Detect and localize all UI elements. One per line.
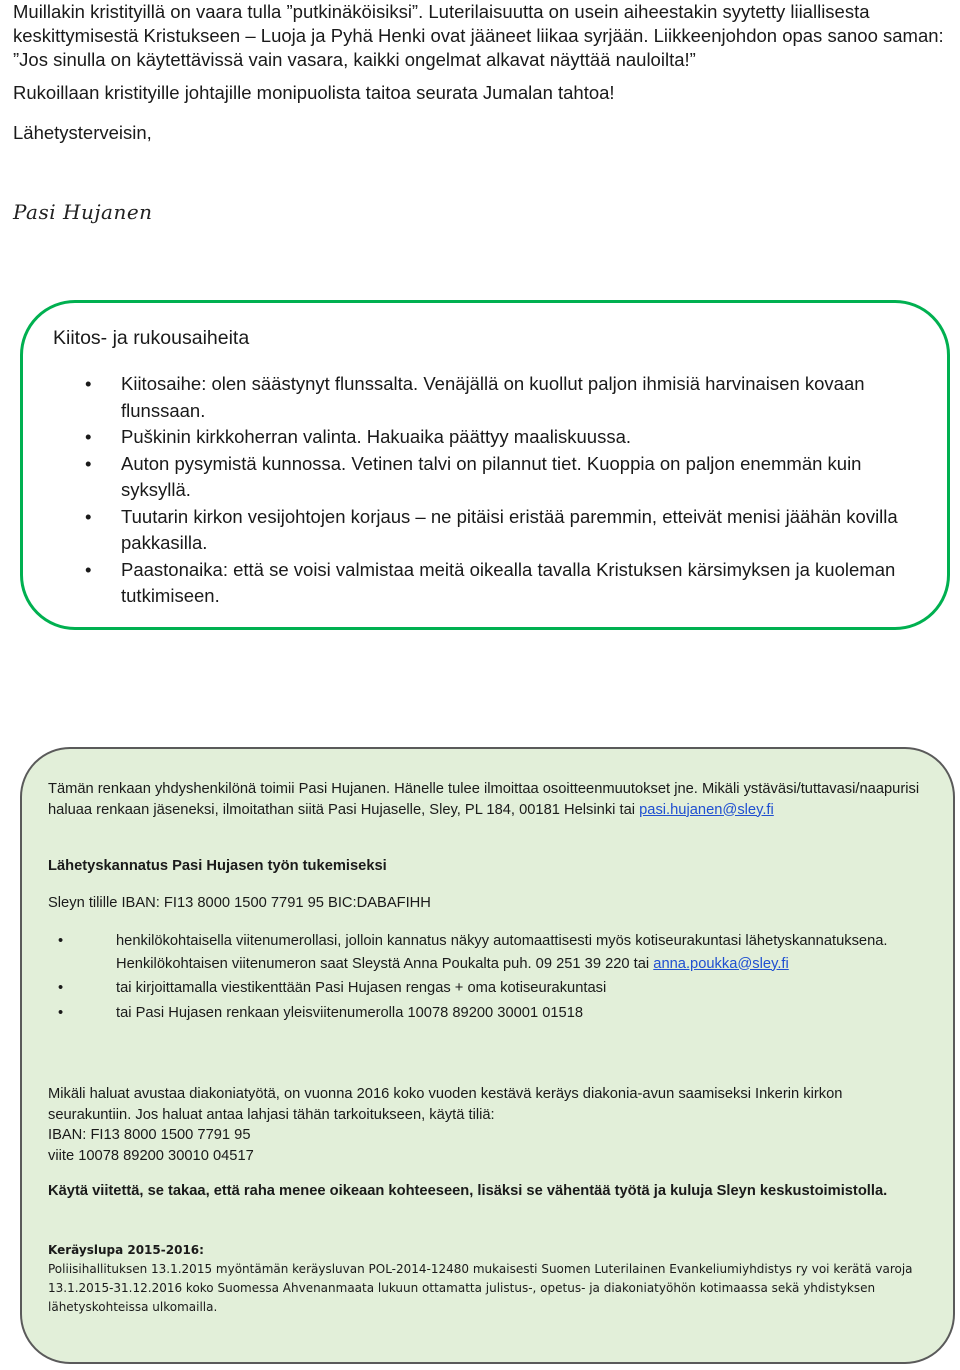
- prayer-item-text: Kiitosaihe: olen säästynyt flunssalta. Venäjällä on kuollut paljon ihmisiä harvinaisen kovaan flunssaan.: [121, 373, 865, 421]
- support-heading-text: Lähetyskannatus Pasi Hujasen työn tukemiseksi: [48, 858, 387, 874]
- bullet-icon: •: [85, 426, 92, 447]
- diakonia-iban: IBAN: FI13 8000 1500 7791 95: [48, 1127, 251, 1143]
- prayer-list: [79, 371, 899, 610]
- diakonia-reference: viite 10078 89200 30010 04517: [48, 1147, 254, 1164]
- permit-block: [48, 1241, 928, 1317]
- bullet-icon: •: [85, 452, 92, 474]
- intro-text: [13, 0, 953, 145]
- prayer-item-text: Auton pysymistä kunnossa. Vetinen talvi on pilannut tiet. Kuoppia on paljon enemmän kuin syksyllä.: [121, 452, 862, 500]
- greeting: Lähetysterveisin,: [13, 122, 152, 143]
- contact-paragraph: [48, 779, 928, 820]
- prayer-title: Kiitos- ja rukousaiheita: [53, 327, 250, 349]
- anna-email-link[interactable]: anna.poukka@sley.fi: [653, 955, 789, 972]
- list-item: [79, 424, 899, 451]
- support-item-text: tai kirjoittamalla viestikenttään Pasi Hujasen rengas + oma kotiseurakuntasi: [116, 980, 607, 996]
- list-item: [79, 557, 899, 610]
- bullet-icon: •: [85, 505, 92, 527]
- support-options: [48, 930, 928, 1026]
- diakonia-text: Mikäli haluat avustaa diakoniatyötä, on vuonna 2016 koko vuoden kestävä keräys diakonia-avun saamiseksi Inkerin kirkon seurakuntiin. Jos haluat antaa lahjasi tähän tarkoitukseen, käytä tiliä:: [48, 1086, 843, 1123]
- info-box: [20, 747, 955, 1364]
- list-item: [48, 977, 928, 1000]
- bullet-icon: •: [85, 558, 92, 580]
- iban-line: [48, 893, 928, 914]
- bullet-icon: •: [85, 373, 92, 394]
- bullet-icon: •: [58, 933, 64, 949]
- prayer-item-text: Puškinin kirkkoherran valinta. Hakuaika päättyy maaliskuussa.: [121, 426, 632, 447]
- prayer-item-text: Paastonaika: että se voisi valmistaa meitä oikealla tavalla Kristuksen kärsimyksen ja kuoleman tutkimiseen.: [121, 558, 896, 606]
- signature: Pasi Hujanen: [13, 200, 153, 224]
- contact-block: [48, 779, 928, 820]
- support-item-text: tai Pasi Hujasen renkaan yleisviitenumerolla 10078 89200 30001 01518: [116, 1004, 584, 1021]
- permit-heading: Keräyslupa 2015-2016:: [48, 1243, 204, 1257]
- contact-text: Tämän renkaan yhdyshenkilönä toimii Pasi Hujanen. Hänelle tulee ilmoittaa osoitteenmuutokset jne. Mikäli ystäväsi/tuttavasi/naapurisi haluaa renkaan jäseneksi, ilmoitathan siitä Pasi Hujaselle, Sley, PL 184, 00181 Helsinki tai: [48, 781, 920, 818]
- bullet-icon: •: [58, 980, 64, 996]
- list-item: [79, 504, 899, 557]
- prayer-box: [20, 300, 950, 630]
- intro-paragraph-1: Muillakin kristityillä on vaara tulla ”putkinäköisiksi”. Luterilaisuutta on usein aiheestakin syytetty liiallisesta keskittymisestä Kristukseen – Luoja ja Pyhä Henki ovat jääneet liikaa syrjään. Liikkeenjohdon opas sanoo saman: ”Jos sinulla on käytettävissä vain vasara, kaikki ongelmat alkavat näyttää nauloilta!”: [13, 1, 944, 70]
- support-item-text: henkilökohtaisella viitenumerollasi, jolloin kannatus näkyy automaattisesti myös kotiseurakuntasi lähetyskannatuksena. Henkilökohtaisen viitenumeron saat Sleystä Anna Poukalta puh. 09 251 39 220 tai: [116, 933, 888, 972]
- support-list: [48, 930, 928, 1024]
- list-item: [48, 1002, 928, 1025]
- intro-paragraph-2: Rukoillaan kristityille johtajille monipuolista taitoa seurata Jumalan tahtoa!: [13, 82, 615, 103]
- diakonia-block: [48, 1084, 928, 1166]
- list-item: [79, 451, 899, 504]
- permit-text: Poliisihallituksen 13.1.2015 myöntämän keräysluvan POL-2014-12480 mukaisesti Suomen Luterilainen Evankeliumiyhdistys ry voi kerätä varoja 13.1.2015-31.12.2016 koko Suomessa Ahvenanmaata lukuun ottamatta julistus-, opetus- ja diakoniatyöhön kotimaassa sekä yhdistyksen lähetyskohteissa ulkomailla.: [48, 1262, 913, 1314]
- iban-line-text: Sleyn tilille IBAN: FI13 8000 1500 7791 95 BIC:DABAFIHH: [48, 895, 431, 911]
- list-item: [79, 371, 899, 424]
- notice-block: [48, 1181, 928, 1202]
- contact-email-link[interactable]: pasi.hujanen@sley.fi: [639, 801, 774, 818]
- prayer-item-text: Tuutarin kirkon vesijohtojen korjaus – ne pitäisi eristää paremmin, etteivät menisi jäähän kovilla pakkasilla.: [121, 505, 898, 553]
- bold-notice: Käytä viitettä, se takaa, että raha menee oikeaan kohteeseen, lisäksi se vähentää työtä ja kuluja Sleyn keskustoimistolla.: [48, 1183, 888, 1199]
- list-item: [48, 930, 928, 975]
- bullet-icon: •: [58, 1004, 64, 1021]
- support-heading: [48, 856, 928, 877]
